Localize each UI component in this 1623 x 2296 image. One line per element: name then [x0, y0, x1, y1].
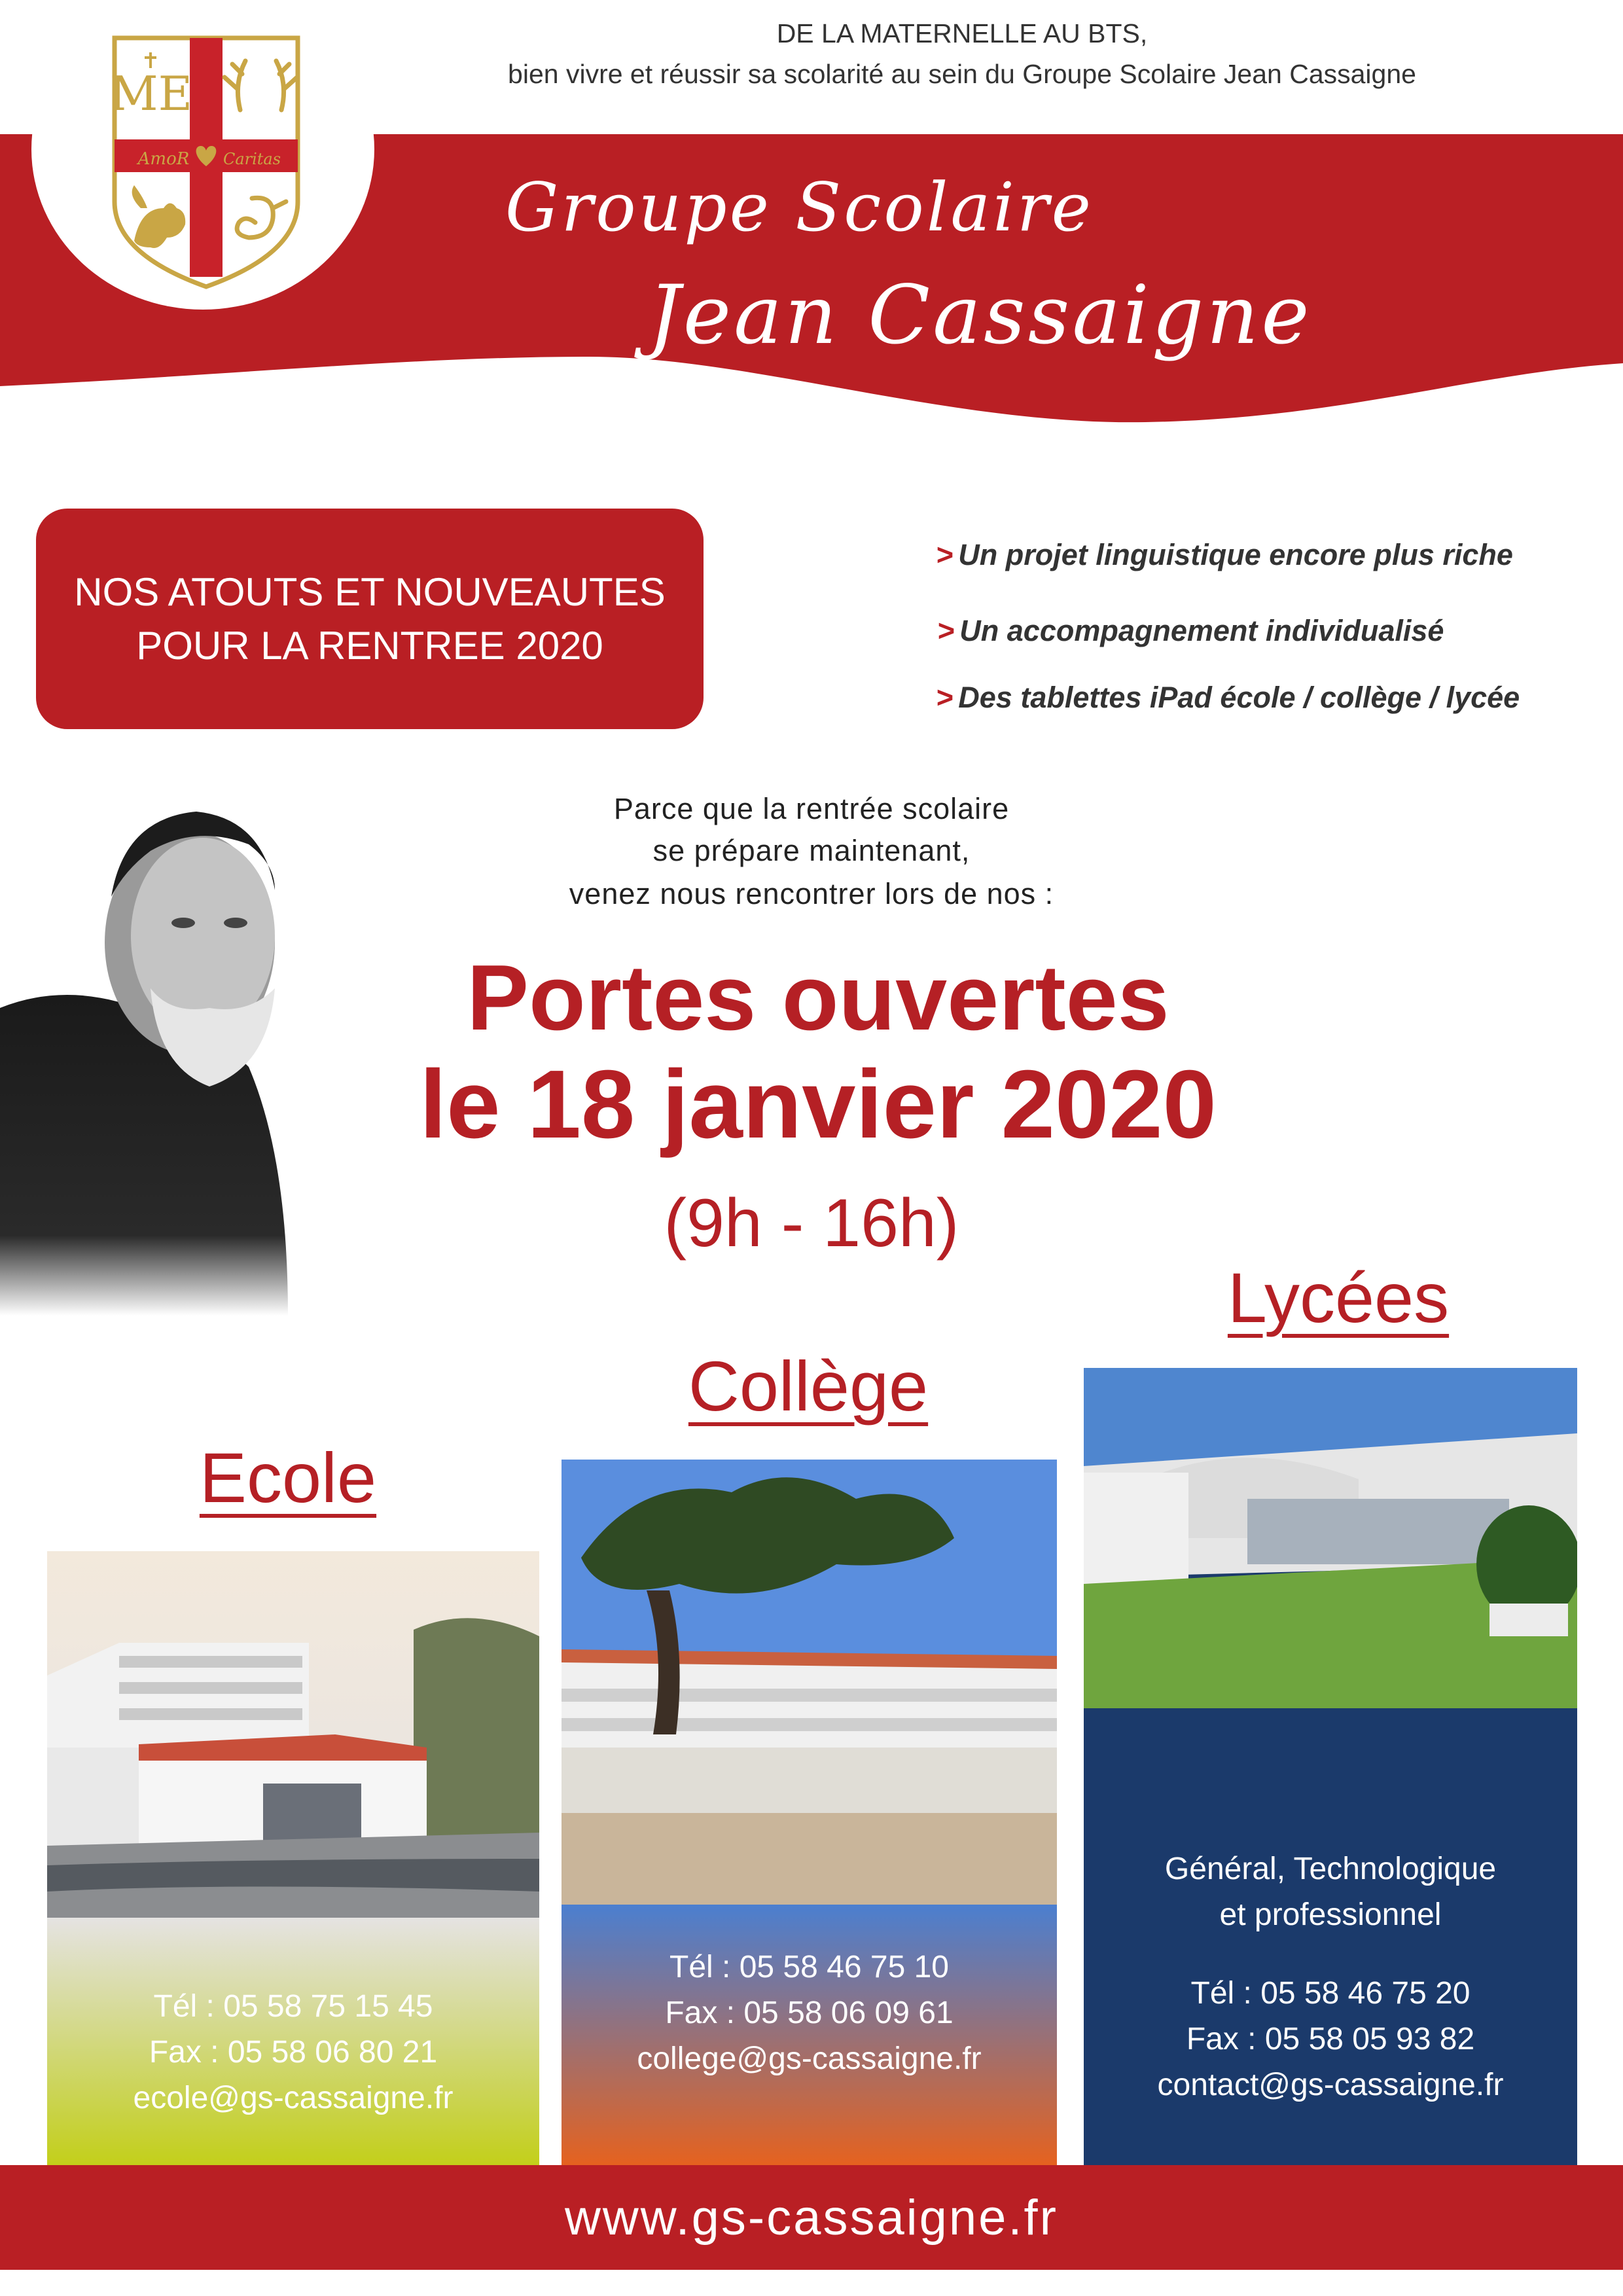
lycees-email[interactable]: contact@gs-cassaigne.fr — [1157, 2068, 1504, 2102]
chevron-right-icon: > — [936, 538, 954, 571]
intro-line1: Parce que la rentrée scolaire — [613, 792, 1010, 825]
title-line2: Jean Cassaigne — [648, 268, 1312, 363]
school-crest-logo — [29, 12, 376, 313]
feature-text: Un accompagnement individualisé — [959, 614, 1444, 647]
section-title-lycees: Lycées — [1227, 1258, 1450, 1337]
intro-line3: venez nous rencontrer lors de nos : — [569, 877, 1054, 910]
college-tel: Tél : 05 58 46 75 10 — [669, 1950, 949, 1984]
footer-bar — [0, 2165, 1623, 2270]
lycees-desc-line1: Général, Technologique — [1164, 1852, 1497, 1886]
crest-motto-left: AmoR — [137, 149, 190, 169]
ecole-fax: Fax : 05 58 06 80 21 — [149, 2035, 438, 2070]
section-title-college: Collège — [688, 1346, 929, 1426]
ecole-email[interactable]: ecole@gs-cassaigne.fr — [133, 2081, 454, 2115]
event-hours: (9h - 16h) — [664, 1185, 959, 1261]
feature-text: Des tablettes iPad école / collège / lycée — [958, 681, 1520, 714]
lycees-tel: Tél : 05 58 46 75 20 — [1190, 1976, 1471, 2011]
card-lycees — [1084, 1368, 1577, 2165]
college-fax: Fax : 05 58 06 09 61 — [665, 1996, 954, 2030]
chevron-right-icon: > — [937, 614, 955, 647]
crest-monogram: ME — [109, 66, 193, 121]
tagline-line1: DE LA MATERNELLE AU BTS, — [776, 18, 1148, 48]
news-box-line1: NOS ATOUTS ET NOUVEAUTES — [74, 569, 666, 614]
section-title-ecole: Ecole — [199, 1438, 377, 1517]
founder-portrait — [0, 792, 308, 1316]
feature-item — [936, 538, 1513, 572]
tagline-line2: bien vivre et réussir sa scolarité au sein du Groupe Scolaire Jean Cassaigne — [508, 59, 1416, 89]
lycees-desc-line2: et professionnel — [1219, 1897, 1442, 1932]
event-title-line1: Portes ouvertes — [467, 946, 1169, 1050]
lycees-fax: Fax : 05 58 05 93 82 — [1186, 2022, 1475, 2056]
feature-item — [937, 614, 1444, 648]
intro-line2: se prépare maintenant, — [652, 834, 971, 867]
chevron-right-icon: > — [936, 681, 954, 714]
event-title-line2: le 18 janvier 2020 — [419, 1050, 1217, 1158]
college-email[interactable]: college@gs-cassaigne.fr — [637, 2041, 982, 2076]
title-line1: Groupe Scolaire — [505, 169, 1094, 247]
card-college — [562, 1460, 1057, 2165]
ecole-tel: Tél : 05 58 75 15 45 — [153, 1989, 433, 2024]
feature-item — [936, 681, 1520, 715]
feature-text: Un projet linguistique encore plus riche — [958, 538, 1513, 571]
news-box-line2: POUR LA RENTREE 2020 — [136, 623, 603, 668]
news-box — [36, 509, 704, 729]
website-link[interactable]: www.gs-cassaigne.fr — [565, 2189, 1058, 2246]
crest-motto-right: Caritas — [223, 150, 281, 168]
card-ecole — [47, 1551, 539, 2165]
